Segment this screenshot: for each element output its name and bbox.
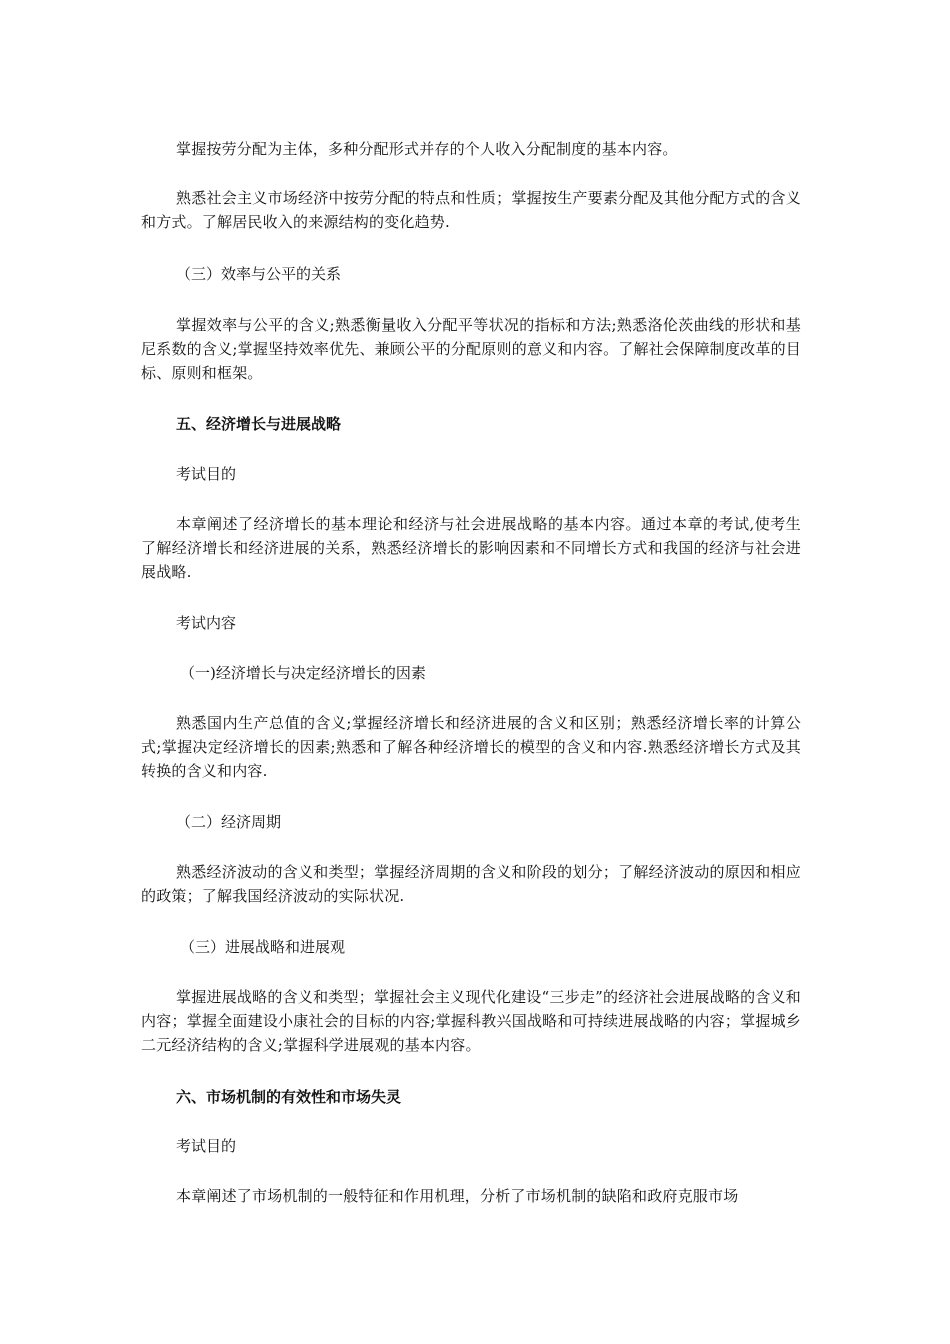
exam-aim-label-market: 考试目的: [176, 1137, 237, 1155]
paragraph-economic-cycle: 熟悉经济波动的含义和类型；掌握经济周期的含义和阶段的划分；了解经济波动的原因和相应的政策；了解我国经济波动的实际状况.: [141, 863, 801, 905]
paragraph-distribution-system: 掌握按劳分配为主体，多种分配形式并存的个人收入分配制度的基本内容。: [176, 140, 678, 158]
paragraph-development-strategy: 掌握进展战略的含义和类型；掌握社会主义现代化建设“三步走”的经济社会进展战略的含义和内容；掌握全面建设小康社会的目标的内容;掌握科教兴国战略和可持续进展战略的内容；掌握城乡二元经济结构的含义;掌握科学进展观的基本内容。: [141, 988, 801, 1054]
subsection-development-strategy: （三）进展战略和进展观: [180, 938, 346, 956]
section-heading-market-mechanism: 六、市场机制的有效性和市场失灵: [176, 1088, 402, 1106]
paragraph-efficiency-fairness: 掌握效率与公平的含义;熟悉衡量收入分配平等状况的指标和方法;熟悉洛伦茨曲线的形状和基尼系数的含义;掌握坚持效率优先、兼顾公平的分配原则的意义和内容。了解社会保障制度改革的目标、原则和框架。: [141, 316, 801, 382]
paragraph-chapter-summary-growth: 本章阐述了经济增长的基本理论和经济与社会进展战略的基本内容。通过本章的考试,使考生了解经济增长和经济进展的关系，熟悉经济增长的影响因素和不同增长方式和我国的经济与社会进展战略.: [141, 515, 801, 581]
subsection-efficiency-fairness: （三）效率与公平的关系: [176, 265, 342, 283]
section-heading-economic-growth: 五、经济增长与进展战略: [176, 415, 342, 433]
subsection-economic-cycle: （二）经济周期: [176, 813, 282, 831]
subsection-growth-factors: （一)经济增长与决定经济增长的因素: [180, 664, 426, 682]
exam-content-label: 考试内容: [176, 614, 237, 632]
paragraph-growth-factors: 熟悉国内生产总值的含义;掌握经济增长和经济进展的含义和区别；熟悉经济增长率的计算公式;掌握决定经济增长的因素;熟悉和了解各种经济增长的模型的含义和内容.熟悉经济增长方式及其转换的含义和内容.: [141, 714, 801, 780]
paragraph-market-mechanism: 本章阐述了市场机制的一般特征和作用机理，分析了市场机制的缺陷和政府克服市场: [176, 1187, 739, 1205]
exam-aim-label: 考试目的: [176, 465, 237, 483]
paragraph-distribution-by-labor: 熟悉社会主义市场经济中按劳分配的特点和性质；掌握按生产要素分配及其他分配方式的含义和方式。了解居民收入的来源结构的变化趋势.: [141, 189, 801, 231]
